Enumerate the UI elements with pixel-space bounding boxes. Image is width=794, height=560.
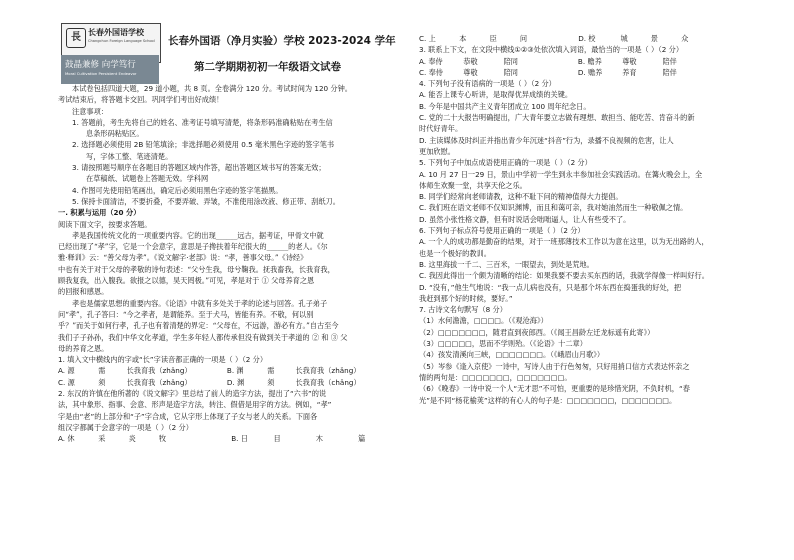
question-6-option[interactable]: C. 我因此得出一个颇为清晰的结论：如果我要不要去买东西的话，我就学得像一样叫好行。	[419, 271, 709, 281]
note-line: 在草稿纸、试题卷上答题无效。学科网	[86, 174, 209, 184]
option-d[interactable]: D. 赡养	[577, 67, 603, 77]
question-6-option-cont: 我赶到那个好的时候，要好。”	[419, 293, 513, 303]
question-3-option-row	[419, 56, 767, 67]
option-a-word: 长我育我（zhǎng）	[126, 366, 192, 376]
option-c-word: 长我育我（zhǎng）	[126, 377, 192, 387]
option-a-char: 采	[98, 434, 106, 444]
passage-line: 中也有关于对于父母的孝敬的诗句表述：“父兮生我，母兮鞠我。抚我畜我，长我育我，	[58, 264, 335, 274]
question-5-option-cont: 体师生欢聚一堂，共享天伦之乐。	[419, 180, 527, 190]
question-5-option[interactable]: C. 我们班在语文老师不仅知识渊博，而且和蔼可亲，我对她油然而生一种敬佩之情。	[419, 203, 688, 213]
option-d[interactable]: D. 渊	[226, 377, 245, 387]
question-6-option[interactable]: B. 这里海拔一千二、三百米，一眼望去，到处是荒地。	[419, 259, 594, 269]
option-a[interactable]: A. 休	[58, 434, 75, 444]
option-d-word: 须	[267, 377, 275, 387]
passage-line: 我们子子孙孙，我们中华文化孝道，学生多年轻人都传承但没有做到关于孝道的 ② 和 ③ 父	[58, 332, 348, 342]
right-column	[419, 33, 767, 406]
passage-line: 孝也是儒家思想的重要内容。《论语》中就有多处关于孝的论述与回答。孔子弟子	[72, 298, 328, 308]
passage-line: 乎？”而关于如何行孝，孔子也有着清楚的界定：“父母在，不远游，游必有方。”自古至今	[58, 321, 339, 331]
option-d-char: 景	[650, 34, 658, 43]
option-b-char: 目	[273, 434, 281, 444]
question-4-option-cont: 时代好青年。	[419, 124, 463, 134]
recitation-item: （1）水何澹澹，□□□□。（《观沧海》）	[419, 316, 548, 326]
question-5-option[interactable]: B. 同学们经常向老师请教，这种不耻下问的精神值得大力提倡。	[419, 192, 623, 202]
note-line: 息条形码粘贴区。	[86, 129, 144, 139]
note-line: 5. 保持卡面清洁，不要折叠，不要弄破、弄皱，不准使用涂改液、修正带、刮纸刀。	[72, 196, 340, 206]
question-2-option-row	[419, 33, 767, 44]
passage-line: 孝是我国传统文化的一项重要内容。它的出现______远古，据考证，甲骨文中就	[72, 230, 324, 240]
option-b-char: 篇	[358, 434, 366, 444]
option-c-word: 陪同	[503, 67, 518, 77]
option-a[interactable]: A. 源	[58, 366, 75, 376]
question-2-stem: 2. 东汉的许慎在他所著的《说文解字》里总结了前人的造字方法，提出了“六书”的说	[58, 389, 327, 399]
option-b[interactable]: B. 日	[231, 434, 248, 444]
option-b-char: 木	[315, 434, 323, 444]
option-b-word: 陪伴	[662, 56, 677, 66]
recitation-item: （5）岑参《逢入京使》一诗中，写诗人由于行色匆匆，只好用捎口信方式表达怀亲之	[419, 361, 690, 371]
section1-title: 一. 积累与运用（20 分）	[58, 208, 141, 218]
question-4-stem: 4. 下列句子没有语病的一项是（ ）（2 分）	[419, 79, 556, 89]
school-motto	[61, 55, 159, 84]
question-1-option-row	[58, 377, 400, 388]
passage-line: 母的养育之恩。	[58, 343, 109, 353]
question-5-option[interactable]: D. 虽然小张性格文静，但有时说话会咄咄逼人，让人有些受不了。	[419, 214, 631, 224]
question-6-option[interactable]: A. 一个人的成功都是勤奋的结果，对于一班那薄技术工作以为意在这里，以为无出路的人，	[419, 237, 709, 247]
option-d-char: 城	[620, 34, 628, 43]
passage-line: 的回报和感恩。	[58, 287, 109, 297]
option-c-char: 本	[459, 34, 467, 43]
intro-line: 考试结束后，将答题卡交回。巩同学们考出好成绩！	[58, 95, 224, 105]
option-c-char: 臣	[489, 34, 497, 43]
option-c-char: 问	[519, 34, 528, 43]
exam-title-line2: 第二学期期初初一年级语文试卷	[194, 61, 341, 73]
passage-line: 已经出现了“孝”字，它是一个会意字，意思是子搀扶着年纪很大的______的老人。《尔	[58, 242, 328, 252]
option-b-word: 尊敬	[622, 56, 637, 66]
question-2-stem: 法，其中象形、指事、会意、形声是造字方法，转注、假借是用字的方法。例如，“孝”	[58, 400, 332, 410]
option-c-word: 尊敬	[463, 67, 478, 77]
question-2-option-row	[58, 433, 400, 444]
option-b[interactable]: B. 赡养	[577, 56, 602, 66]
question-4-option[interactable]: D. 主读媒体及时纠正并指出青少年沉迷“抖音”行为，录播不良视频的危害，让人	[419, 135, 674, 145]
option-b-word: 需	[267, 366, 275, 376]
option-d-word: 陪伴	[662, 67, 677, 77]
option-a-word: 需	[98, 366, 106, 376]
option-a-word: 陪同	[503, 56, 518, 66]
note-line: 4. 作图可先使用铅笔画出，确定后必须用黑色字迹的签字笔描黑。	[72, 185, 283, 195]
motto-en-text: Moral Cultivation Persistent Endeavor	[65, 71, 137, 76]
logo-text: 长春外国语学校	[88, 27, 144, 37]
question-5-option[interactable]: A. 10 月 27 日一29 日，景山中学初一学生到永丰参加社会实践活动。在篝火晚会上，全	[419, 169, 703, 179]
recitation-item: （2）□□□□□□□，随君直到夜郎西。（《闻王昌龄左迁龙标遥有此寄》）	[419, 327, 655, 337]
option-a-char: 牧	[158, 434, 167, 444]
school-emblem-icon: 長	[66, 28, 86, 48]
question-4-option[interactable]: A. 能否上课专心听讲，是取得优异成绩的关键。	[419, 90, 573, 100]
question-4-option-cont: 更加欣慰。	[419, 146, 455, 156]
option-c[interactable]: C. 源	[58, 377, 75, 387]
passage-line: 雅·释训》云：“善父母为孝”。《说文解字·老部》说：“孝，善事父母。”《诗经》	[58, 253, 308, 263]
question-1-stem: 1. 填入文中横线内的字或“长”字读音都正确的一项是（ ）（2 分）	[58, 355, 268, 365]
option-a[interactable]: A. 奉侍	[419, 56, 443, 66]
question-3-option-row	[419, 67, 767, 78]
question-4-option[interactable]: B. 今年是中国共产主义青年团成立 100 周年纪念日。	[419, 101, 591, 111]
question-5-stem: 5. 下列句子中加点成语使用正确的一项是（ ）（2 分）	[419, 158, 592, 168]
option-d[interactable]: D. 校	[578, 34, 596, 43]
question-1-option-row	[58, 365, 400, 376]
option-d-word: 养育	[622, 67, 637, 77]
question-4-option[interactable]: C. 党的二十大报告明确提出，广大青年要立志做有理想、敢担当、能吃苦、肯奋斗的新	[419, 113, 695, 123]
option-b-word: 长我育我（zhǎng）	[295, 366, 361, 376]
question-6-option[interactable]: D. “没有，”他生气地说：“我一点儿病也没有，只是那个坏东西在捣蛋我的好处，把	[419, 282, 682, 292]
option-a-word: 恭敬	[463, 56, 478, 66]
recitation-item: （4）孩发清溪向三峡，□□□□□□□。（《峨眉山月歌》）	[419, 350, 605, 360]
logo-subtext: Changchun Foreign Language School	[88, 39, 155, 43]
exam-title-line1: 长春外国语（净月实验）学校 2023-2024 学年	[168, 35, 396, 47]
note-line: 3. 请按照题号顺序在各题目的答题区域内作答，超出答题区域书写的答案无效；	[72, 163, 326, 173]
option-d-char: 众	[681, 34, 689, 43]
recitation-item-cont: 情的两句是：□□□□□□□，□□□□□□□。	[419, 372, 572, 382]
question-2-stem: 组汉字都属于会意字的一项是（ ）（2 分）	[58, 422, 193, 432]
option-a-char: 炎	[128, 434, 136, 444]
option-c-word: 须	[98, 377, 106, 387]
recitation-item-cont: 光”是不同“杨花榆荚”这样的有心人的句子是：□□□□□□□，□□□□□□□。	[419, 395, 677, 405]
option-c[interactable]: C. 上	[419, 34, 436, 43]
option-c[interactable]: C. 奉侍	[419, 67, 443, 77]
intro-line: 本试卷包括四道大题，29 道小题，共 8 页。全卷满分 120 分。考试时间为 120 分钟。	[72, 84, 352, 93]
question-6-stem: 6. 下列句子标点符号使用正确的一项是（ ）（2 分）	[419, 226, 585, 236]
notes-title: 注意事项：	[72, 106, 108, 116]
note-line: 写，字体工整、笔迹清楚。	[86, 151, 173, 161]
motto-text: 鼓晶兼修 向学笃行	[65, 60, 136, 70]
passage-line: 问“孝”，孔子答曰：“今之孝者，是谓能养。至于犬马，皆能有养。不敬，何以别	[58, 309, 314, 319]
passage-line: 顾我复我，出入腹我。欲报之以德，昊天罔极。”可见，孝是对于 ① 父母养育之恩	[58, 276, 315, 286]
question-6-option-cont: 也是一个极好的教训。	[419, 248, 491, 258]
option-b[interactable]: B. 渊	[226, 366, 244, 376]
section1-instruction: 阅读下面文字，按要求答题。	[58, 219, 152, 229]
recitation-item: （6）《晚春》一诗中说一个人“无才思”不可怕，更重要的是珍惜光阴，不负时机，“春	[419, 384, 690, 394]
question-2-stem: 字是由“老”的上部分和“子”字合成，它从字形上体现了子女与老人的关系。下面各	[58, 411, 318, 421]
recitation-item: （3）□□□□□，思而不学则殆。（《论语》十二章）	[419, 339, 587, 349]
note-line: 1. 答题前，考生先将自己的姓名、准考证号填写清楚，将条形码准确粘贴在考生信	[72, 117, 333, 127]
question-7-stem: 7. 古诗文名句默写（8 分）	[419, 305, 507, 315]
left-column	[58, 83, 400, 445]
note-line: 2. 选择题必须使用 2B 铅笔填涂；非选择题必须使用 0.5 毫米黑色字迹的签字笔书	[72, 140, 335, 150]
question-3-stem: 3. 联系上下文，在文段中横线①②③处依次填入词语，最恰当的一项是（ ）（2 分）	[419, 45, 684, 55]
option-d-word: 长我育我（chǎng）	[295, 377, 361, 387]
